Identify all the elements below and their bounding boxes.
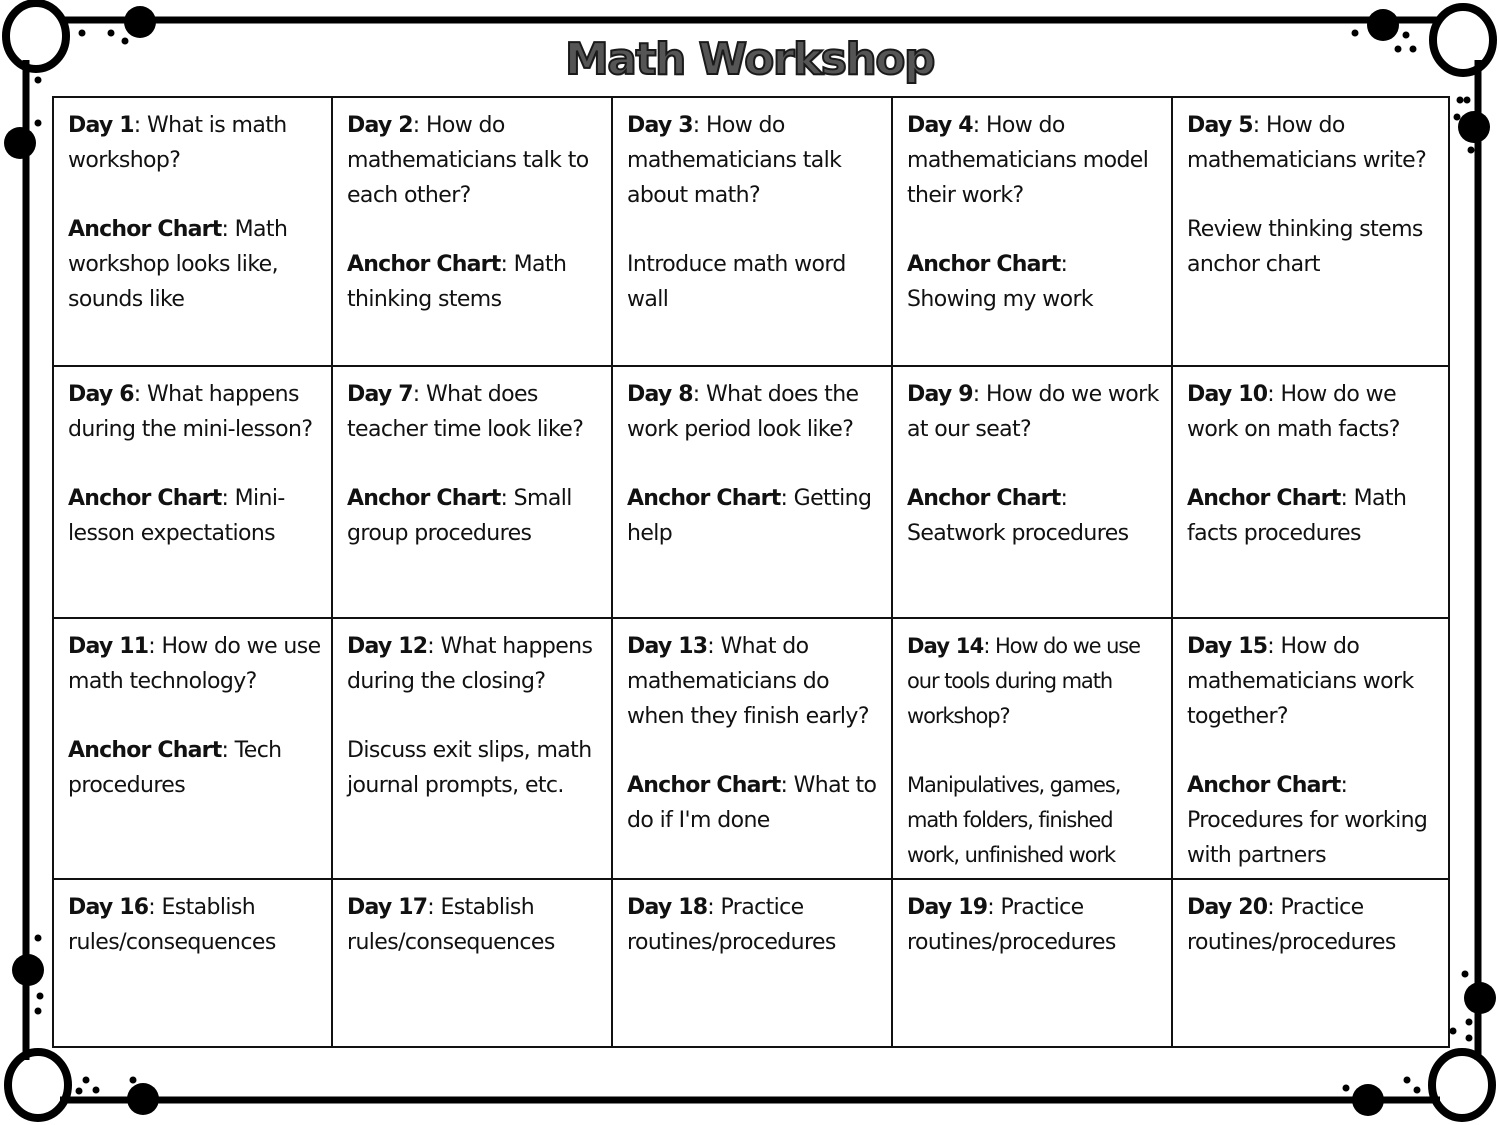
detail-colon: : [780, 486, 794, 511]
day-label: Day 10 [1187, 382, 1268, 407]
day-question: How do we use math technology? [68, 634, 321, 694]
day-question-block [1187, 890, 1438, 960]
detail-label: Anchor Chart [907, 252, 1061, 277]
day-question-block [347, 890, 601, 960]
day-label: Day 11 [68, 634, 149, 659]
day-label: Day 6 [68, 382, 134, 407]
day-question: What does the work period look like? [627, 382, 859, 442]
day-question: How do mathematicians work together? [1187, 634, 1414, 729]
detail-colon: : [1060, 486, 1068, 511]
day-label: Day 12 [347, 634, 428, 659]
day-question-block [68, 629, 321, 699]
day-question-block [907, 890, 1161, 960]
detail-label: Anchor Chart [347, 252, 501, 277]
detail-text: Mini-lesson expectations [68, 486, 285, 546]
day-colon: : [972, 382, 986, 407]
detail-colon: : [221, 486, 235, 511]
day-question-block [627, 377, 881, 447]
day-question: Establish rules/consequences [347, 895, 555, 955]
day-cell-17 [333, 880, 613, 1046]
day-question: How do we work on math facts? [1187, 382, 1400, 442]
day-colon: : [412, 382, 426, 407]
day-label: Day 16 [68, 895, 149, 920]
day-colon: : [427, 634, 441, 659]
detail-colon: : [1340, 773, 1348, 798]
day-cell-20 [1173, 880, 1448, 1046]
detail-text: What to do if I'm done [627, 773, 877, 833]
day-detail-block [68, 212, 321, 317]
day-cell-9 [893, 367, 1173, 619]
day-label: Day 20 [1187, 895, 1268, 920]
day-colon: : [133, 382, 147, 407]
day-question-block [347, 629, 601, 699]
day-colon: : [1252, 113, 1266, 138]
day-colon: : [972, 113, 986, 138]
day-question-block [627, 108, 881, 213]
day-question-block [1187, 377, 1438, 447]
detail-label: Anchor Chart [627, 773, 781, 798]
detail-colon: : [1060, 252, 1068, 277]
detail-text: Getting help [627, 486, 872, 546]
day-question: How do mathematicians talk about math? [627, 113, 842, 208]
day-question: How do we work at our seat? [907, 382, 1159, 442]
day-question: What do mathematicians do when they finish early? [627, 634, 869, 729]
day-detail-block [907, 768, 1161, 873]
day-cell-5 [1173, 98, 1448, 367]
day-detail-block [1187, 481, 1438, 551]
day-colon: : [1267, 382, 1281, 407]
day-label: Day 14 [907, 634, 984, 658]
day-cell-10 [1173, 367, 1448, 619]
day-colon: : [983, 634, 995, 658]
day-label: Day 19 [907, 895, 988, 920]
day-question-block [907, 377, 1161, 447]
day-question-block [68, 890, 321, 960]
day-cell-12 [333, 619, 613, 880]
detail-text: Math workshop looks like, sounds like [68, 217, 288, 312]
day-question: What is math workshop? [68, 113, 287, 173]
day-cell-4 [893, 98, 1173, 367]
detail-label: Anchor Chart [68, 486, 222, 511]
detail-label: Anchor Chart [68, 217, 222, 242]
detail-label: Anchor Chart [907, 486, 1061, 511]
day-label: Day 4 [907, 113, 973, 138]
day-question: What happens during the closing? [347, 634, 593, 694]
day-colon: : [692, 113, 706, 138]
day-question: Practice routines/procedures [1187, 895, 1396, 955]
detail-label: Anchor Chart [347, 486, 501, 511]
detail-colon: : [500, 486, 514, 511]
schedule-grid [52, 96, 1450, 1048]
detail-label: Anchor Chart [68, 738, 222, 763]
detail-label: Anchor Chart [627, 486, 781, 511]
detail-label: Anchor Chart [1187, 486, 1341, 511]
day-colon: : [692, 382, 706, 407]
day-colon: : [707, 895, 721, 920]
day-colon: : [1267, 634, 1281, 659]
day-cell-3 [613, 98, 893, 367]
day-label: Day 15 [1187, 634, 1268, 659]
day-question: What happens during the mini-lesson? [68, 382, 313, 442]
detail-text: Math thinking stems [347, 252, 567, 312]
day-cell-16 [54, 880, 333, 1046]
day-question-block [68, 108, 321, 178]
detail-text: Showing my work [907, 287, 1094, 312]
day-detail-block [347, 247, 601, 317]
detail-text: Small group procedures [347, 486, 572, 546]
day-cell-15 [1173, 619, 1448, 880]
day-cell-18 [613, 880, 893, 1046]
day-cell-7 [333, 367, 613, 619]
day-detail-block [627, 768, 881, 838]
detail-text: Discuss exit slips, math journal prompts, etc. [347, 738, 592, 798]
day-cell-19 [893, 880, 1173, 1046]
day-label: Day 7 [347, 382, 413, 407]
day-question-block [907, 629, 1161, 734]
day-colon: : [1267, 895, 1281, 920]
detail-text: Seatwork procedures [907, 521, 1129, 546]
detail-colon: : [221, 738, 235, 763]
day-colon: : [427, 895, 441, 920]
day-label: Day 1 [68, 113, 134, 138]
day-question-block [68, 377, 321, 447]
day-colon: : [412, 113, 426, 138]
detail-colon: : [500, 252, 514, 277]
day-colon: : [148, 895, 162, 920]
detail-text: Manipulatives, games, math folders, finished work, unfinished work [907, 773, 1121, 867]
day-question: What does teacher time look like? [347, 382, 584, 442]
day-question: How do mathematicians model their work? [907, 113, 1149, 208]
day-detail-block [907, 247, 1161, 317]
page-title: Math Workshop [564, 34, 935, 85]
day-detail-block [1187, 212, 1438, 282]
day-question-block [347, 108, 601, 213]
detail-text: Procedures for working with partners [1187, 808, 1428, 868]
day-label: Day 13 [627, 634, 708, 659]
day-question-block [627, 890, 881, 960]
day-cell-2 [333, 98, 613, 367]
day-detail-block [907, 481, 1161, 551]
day-question-block [1187, 629, 1438, 734]
day-question: Practice routines/procedures [907, 895, 1116, 955]
day-question: How do we use our tools during math workshop? [907, 634, 1140, 728]
day-cell-11 [54, 619, 333, 880]
detail-text: Tech procedures [68, 738, 282, 798]
day-detail-block [627, 481, 881, 551]
detail-label: Anchor Chart [1187, 773, 1341, 798]
day-label: Day 17 [347, 895, 428, 920]
detail-text: Math facts procedures [1187, 486, 1407, 546]
day-cell-8 [613, 367, 893, 619]
day-colon: : [133, 113, 147, 138]
detail-colon: : [1340, 486, 1354, 511]
day-label: Day 8 [627, 382, 693, 407]
day-label: Day 18 [627, 895, 708, 920]
day-cell-6 [54, 367, 333, 619]
day-question-block [347, 377, 601, 447]
day-question: How do mathematicians write? [1187, 113, 1427, 173]
day-cell-14 [893, 619, 1173, 880]
day-detail-block [68, 481, 321, 551]
day-question-block [627, 629, 881, 734]
day-question: Practice routines/procedures [627, 895, 836, 955]
detail-text: Introduce math word wall [627, 252, 846, 312]
day-detail-block [627, 247, 881, 317]
day-label: Day 2 [347, 113, 413, 138]
day-label: Day 5 [1187, 113, 1253, 138]
day-colon: : [987, 895, 1001, 920]
day-colon: : [707, 634, 721, 659]
day-question-block [1187, 108, 1438, 178]
day-cell-13 [613, 619, 893, 880]
detail-colon: : [780, 773, 794, 798]
day-question: How do mathematicians talk to each other? [347, 113, 589, 208]
day-colon: : [148, 634, 162, 659]
day-question-block [907, 108, 1161, 213]
day-question: Establish rules/consequences [68, 895, 276, 955]
day-detail-block [347, 481, 601, 551]
day-detail-block [68, 733, 321, 803]
day-label: Day 3 [627, 113, 693, 138]
day-cell-1 [54, 98, 333, 367]
detail-colon: : [221, 217, 235, 242]
day-detail-block [347, 733, 601, 803]
day-detail-block [1187, 768, 1438, 873]
detail-text: Review thinking stems anchor chart [1187, 217, 1423, 277]
day-label: Day 9 [907, 382, 973, 407]
